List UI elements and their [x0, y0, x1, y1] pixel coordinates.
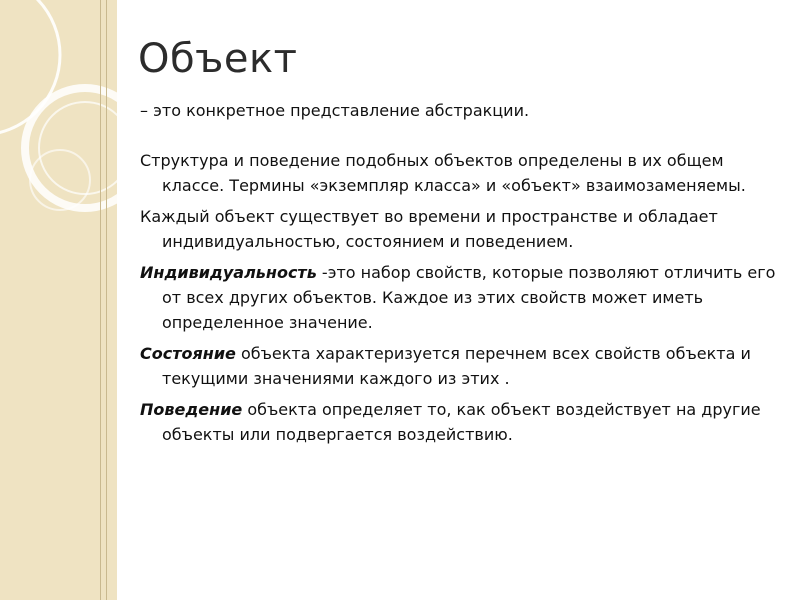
paragraph-text: объекта характеризуется перечнем всех свойств объекта и текущими значениями каждого из этих . — [162, 344, 751, 388]
slide-content — [140, 98, 780, 453]
term-behavior: Поведение — [140, 400, 243, 419]
paragraph-behavior — [140, 397, 780, 447]
paragraph-structure — [140, 148, 780, 198]
paragraph-text: Структура и поведение подобных объектов определены в их общем классе. Термины «экземпляр класса» и «объект» взаимозаменяемы. — [140, 151, 746, 195]
paragraph-existence — [140, 204, 780, 254]
term-state: Состояние — [140, 344, 236, 363]
paragraph-text: объекта определяет то, как объект воздействует на другие объекты или подвергается воздействию. — [162, 400, 761, 444]
sidebar-divider — [106, 0, 107, 600]
sidebar-divider — [100, 0, 101, 600]
paragraph-text: -это набор свойств, которые позволяют отличить его от всех других объектов. Каждое из этих свойств может иметь определенное значение. — [162, 263, 776, 332]
paragraph-text: Каждый объект существует во времени и пространстве и обладает индивидуальностью, состоянием и поведением. — [140, 207, 718, 251]
decorative-sidebar — [0, 0, 117, 600]
paragraph-identity — [140, 260, 780, 335]
slide-title: Объект — [138, 36, 298, 82]
slide-subtitle: – это конкретное представление абстракции. — [140, 101, 530, 120]
term-identity: Индивидуальность — [140, 263, 317, 282]
paragraph-state — [140, 341, 780, 391]
